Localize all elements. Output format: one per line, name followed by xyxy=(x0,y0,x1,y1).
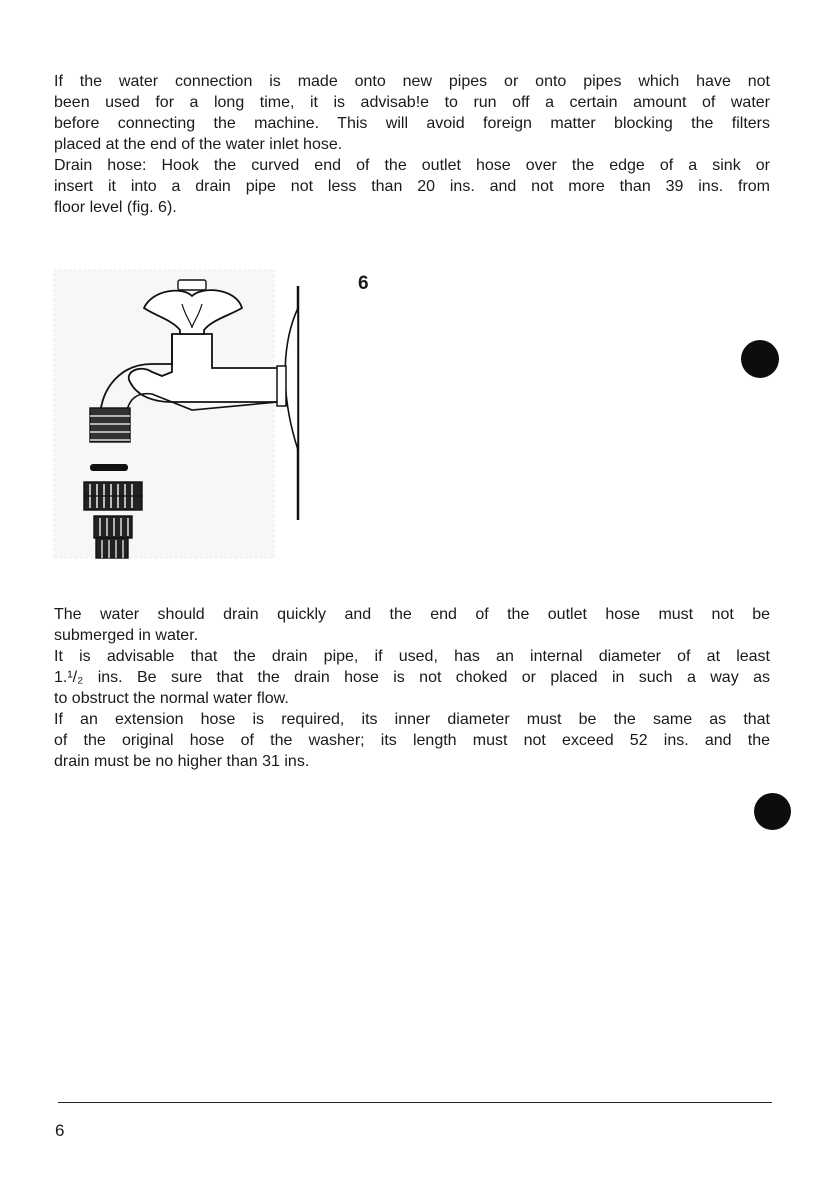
footer-divider xyxy=(58,1102,772,1103)
drain-line: 1.¹/₂ ins. Be sure that the drain hose is not choked or placed in such a way as xyxy=(54,669,770,686)
drain-line: submerged in water. xyxy=(54,627,199,644)
hose-connector-nut xyxy=(84,482,142,510)
tap-flange xyxy=(285,308,298,450)
extension-line: If an extension hose is required, its inner diameter must be the same as that xyxy=(54,711,770,728)
intro-line: placed at the end of the water inlet hose. xyxy=(54,136,343,153)
drain-paragraph xyxy=(54,604,770,772)
drain-line: It is advisable that the drain pipe, if used, has an internal diameter of at least xyxy=(54,648,770,665)
intro-line: If the water connection is made onto new pipes or onto pipes which have not xyxy=(54,73,770,90)
water-tap-illustration xyxy=(52,268,322,570)
figure-number: 6 xyxy=(358,273,369,294)
handle-cap xyxy=(178,280,206,290)
spout-collar xyxy=(277,366,286,406)
extension-line: of the original hose of the washer; its length must not exceed 52 ins. and the xyxy=(54,732,770,749)
drain-line: to obstruct the normal water flow. xyxy=(54,690,289,707)
margin-dot-icon xyxy=(741,340,779,378)
intro-line: been used for a long time, it is advisab!e to run off a certain amount of water xyxy=(54,94,770,111)
drain-hose-line: floor level (fig. 6). xyxy=(54,199,177,216)
intro-line: before connecting the machine. This will avoid foreign matter blocking the filters xyxy=(54,115,770,132)
hose-connector-body xyxy=(94,516,132,558)
drain-hose-line: insert it into a drain pipe not less than 20 ins. and not more than 39 ins. from xyxy=(54,178,770,195)
drain-line: The water should drain quickly and the end of the outlet hose must not be xyxy=(54,606,770,623)
washer xyxy=(90,464,128,471)
margin-dot-icon xyxy=(754,793,791,830)
page-number: 6 xyxy=(55,1121,65,1140)
drain-hose-line: Drain hose: Hook the curved end of the outlet hose over the edge of a sink or xyxy=(54,157,770,174)
intro-paragraph xyxy=(54,71,770,218)
tap-thread xyxy=(90,408,130,442)
extension-line: drain must be no higher than 31 ins. xyxy=(54,753,310,770)
